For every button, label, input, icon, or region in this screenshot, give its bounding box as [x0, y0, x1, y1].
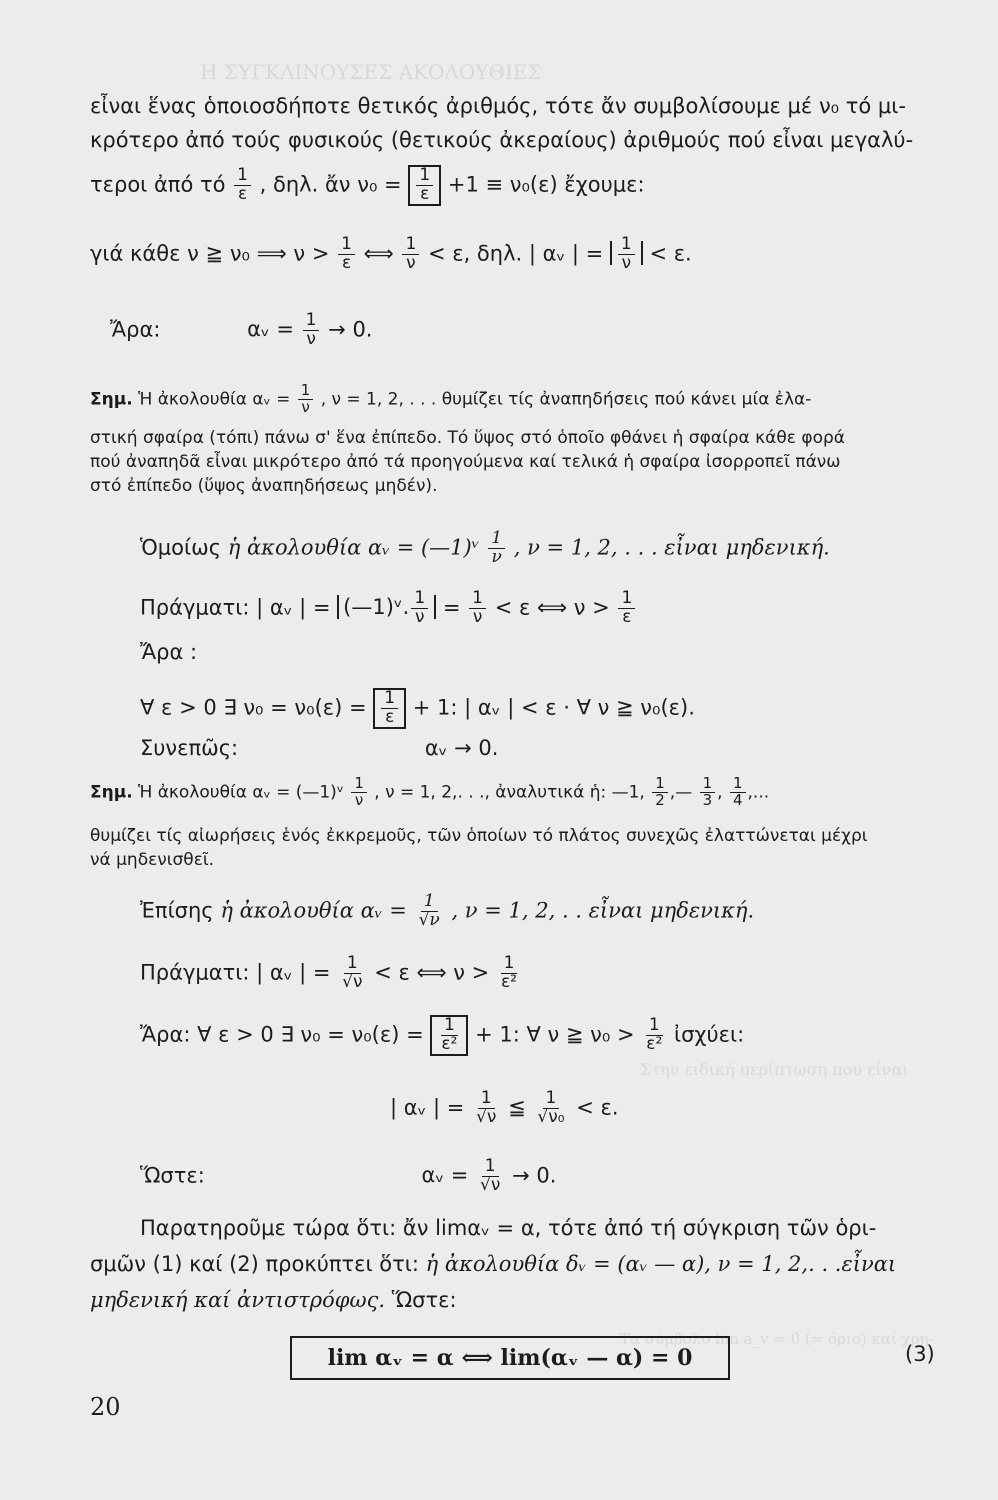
equation-line: Ὥστε: αᵥ = $\frac{1}{√\nu}$ → 0.	[140, 1156, 557, 1195]
note-line: στική σφαίρα (τόπι) πάνω σ' ἕνα ἐπίπεδο. Τό ὕψος στό ὁποῖο φθάνει ἡ σφαίρα κάθε φορά	[90, 428, 845, 448]
equation-line: Συνεπῶς: αᵥ → 0.	[140, 736, 499, 760]
floor-bracket: $\frac{1}{\varepsilon}$	[408, 165, 441, 206]
equation-line: Ὁμοίως ἡ ἀκολουθία αᵥ = (—1)ᵛ $\frac{1}{\nu}$ , ν = 1, 2, . . . εἶναι μηδενική.	[140, 528, 830, 567]
text-line: μηδενική καί ἀντιστρόφως. Ὥστε:	[90, 1288, 457, 1312]
text-line: κρότερο ἀπό τούς φυσικούς (θετικούς ἀκεραίους) ἀριθμούς πού εἶναι μεγαλύ-	[90, 128, 914, 152]
equation-line: ∀ ε > 0 ∃ ν₀ = ν₀(ε) = $\frac{1}{\varepsilon}$ + 1: | αᵥ | < ε · ∀ ν ≧ ν₀(ε).	[140, 688, 695, 727]
note-line: θυμίζει τίς αἰωρήσεις ἑνός ἐκκρεμοῦς, τῶν ὁποίων τό πλάτος συνεχῶς ἐλαττώνεται μέχρι	[90, 826, 868, 846]
text-fragment: τεροι ἀπό τό	[90, 172, 226, 197]
equation-line: Ἐπίσης ἡ ἀκολουθία αᵥ = $\frac{1}{√\nu}$ , ν = 1, 2, . . εἶναι μηδενική.	[140, 891, 755, 930]
equation-line: | αᵥ | = $\frac{1}{√\nu}$ ≦ $\frac{1}{\text{√ν₀}}$ < ε.	[390, 1088, 619, 1127]
note-line: στό ἐπίπεδο (ὕψος ἀναπηδήσεως μηδέν).	[90, 476, 438, 496]
label: Ἄρα :	[140, 640, 198, 664]
equation-line: Ἄρα: ∀ ε > 0 ∃ ν₀ = ν₀(ε) = $\frac{1}{\text{ε²}}$ + 1: ∀ ν ≧ ν₀ > $\frac{1}{\text{ε²}}$ ἰσχύει:	[140, 1015, 745, 1054]
equation-number: (3)	[905, 1342, 935, 1366]
equation-line: Πράγματι: | αᵥ | = (—1)ᵛ. $\frac{1}{\nu}$ = $\frac{1}{\nu}$ < ε ⟺ ν > $\frac{1}{\varepsilon}$	[140, 590, 637, 627]
text-line: Παρατηροῦμε τώρα ὅτι: ἄν limαᵥ = α, τότε ἀπό τή σύγκριση τῶν ὁρι-	[140, 1216, 877, 1240]
bleed-through-text: Τα σύμβολο lim a_v = 0 (= όριο) καί χρη-	[620, 1330, 934, 1348]
note-line: Σημ. Ἡ ἀκολουθία αᵥ = (—1)ᵛ $\frac{1}{\nu}$ , ν = 1, 2,. . ., ἀναλυτικά ἡ: —1, $\frac{1}{2}$ ,— $\frac{1}{3}$ , $\frac{1}{4}$ ,...	[90, 774, 770, 809]
page-number: 20	[90, 1393, 121, 1421]
fraction: $\frac{1}{\varepsilon}$	[234, 167, 251, 204]
note-line: πού ἀναπηδᾶ εἶναι μικρότερο ἀπό τά προηγούμενα καί τελικά ἡ σφαίρα ἰσορροπεῖ πάνω	[90, 452, 841, 472]
note-line: νά μηδενισθεῖ.	[90, 850, 215, 870]
equation-line: Ἄρα: αᵥ = $\frac{1}{\nu}$ → 0.	[110, 310, 373, 349]
text-line	[90, 165, 645, 206]
note-line: Σημ. Ἡ ἀκολουθία αᵥ = $\frac{1}{\nu}$ , ν = 1, 2, . . . θυμίζει τίς ἀναπηδήσεις πού κάνει μία ἐλα-	[90, 381, 812, 416]
bleed-through-text: Στην ειδική περίπτωση που είναι	[640, 1060, 909, 1079]
equation-line: Πράγματι: | αᵥ | = $\frac{1}{√\nu}$ < ε ⟺ ν > $\frac{1}{\text{ε²}}$	[140, 953, 517, 992]
equation-line: γιά κάθε ν ≧ ν₀ ⟹ ν > $\frac{1}{\varepsilon}$ ⟺ $\frac{1}{\nu}$ < ε, δηλ. | αᵥ | = $\frac{1}{\nu}$ < ε.	[90, 234, 692, 273]
text-fragment: +1 ≡ ν₀(ε) ἔχουμε:	[447, 172, 645, 197]
bleed-through-text: Η ΣΥΓΚΛΙΝΟΥΣΕΣ ΑΚΟΛΟΥΘΙΕΣ	[200, 60, 542, 84]
text-line: εἶναι ἕνας ὁποιοσδήποτε θετικός ἀριθμός, τότε ἄν συμβολίσουμε μέ ν₀ τό μι-	[90, 94, 906, 118]
text-fragment: , δηλ. ἄν ν₀ =	[259, 172, 402, 197]
text-line: σμῶν (1) καί (2) προκύπτει ὅτι: ἡ ἀκολουθία δᵥ = (αᵥ — α), ν = 1, 2,. . .εἶναι	[90, 1252, 897, 1276]
boxed-formula: lim αᵥ = α ⟺ lim(αᵥ — α) = 0	[290, 1336, 730, 1380]
